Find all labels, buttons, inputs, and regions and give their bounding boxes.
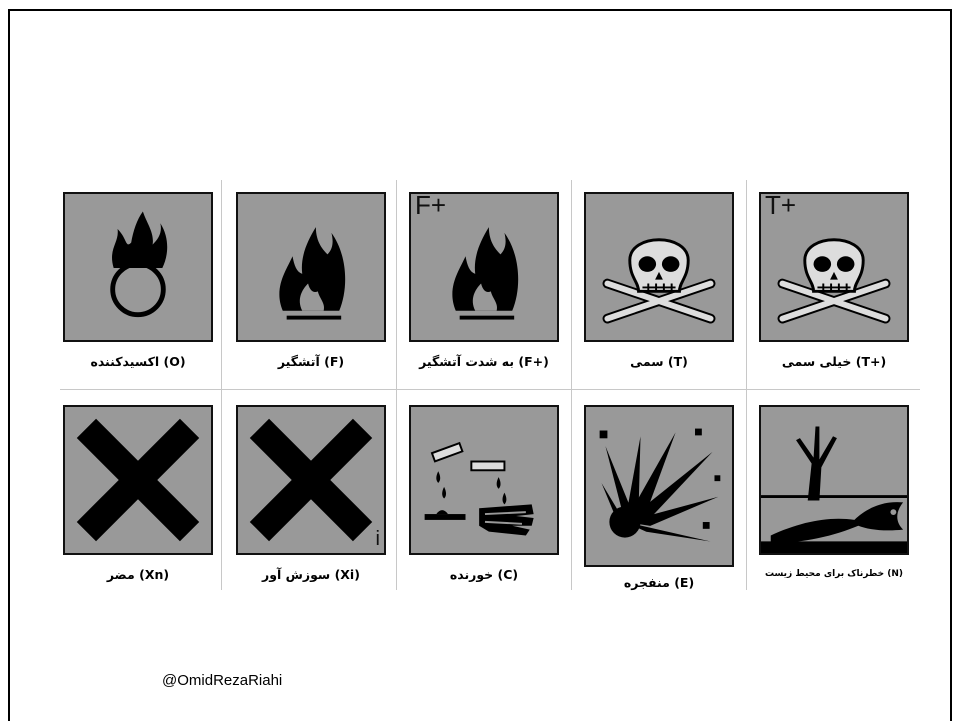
- skull-crossbones-icon: [584, 192, 734, 342]
- explosion-icon: [584, 405, 734, 567]
- hazard-label: خیلی سمی (T+): [781, 354, 887, 369]
- dead-tree-fish-icon: [759, 405, 909, 555]
- hazard-label: سمی (T): [630, 354, 688, 369]
- hazard-label: اکسیدکننده (O): [90, 354, 186, 369]
- skull-crossbones-icon: [759, 192, 909, 342]
- hazard-label: خطرناک برای محیط زیست (N): [764, 569, 904, 579]
- flame-over-circle-icon: [63, 192, 213, 342]
- credit-handle: @OmidRezaRiahi: [162, 672, 283, 689]
- hazard-label: به شدت آتشگیر (F+): [419, 354, 549, 369]
- x-cross-icon: [236, 405, 386, 555]
- hazard-code: i: [375, 528, 380, 550]
- hazard-code: F+: [415, 192, 447, 220]
- flame-icon: [236, 192, 386, 342]
- grid-divider: [746, 180, 747, 590]
- hazard-label: سوزش آور (Xi): [262, 567, 360, 582]
- corrosion-icon: [409, 405, 559, 555]
- grid-divider: [396, 180, 397, 590]
- hazard-label: منفجره (E): [623, 575, 695, 590]
- hazard-label: مضر (Xn): [106, 567, 170, 582]
- hazard-code: T+: [765, 192, 797, 220]
- hazard-label: آتشگیر (F): [277, 354, 345, 369]
- grid-divider: [60, 389, 920, 390]
- grid-divider: [221, 180, 222, 590]
- x-cross-icon: [63, 405, 213, 555]
- grid-divider: [571, 180, 572, 590]
- hazard-label: خورنده (C): [449, 567, 519, 582]
- flame-icon: [409, 192, 559, 342]
